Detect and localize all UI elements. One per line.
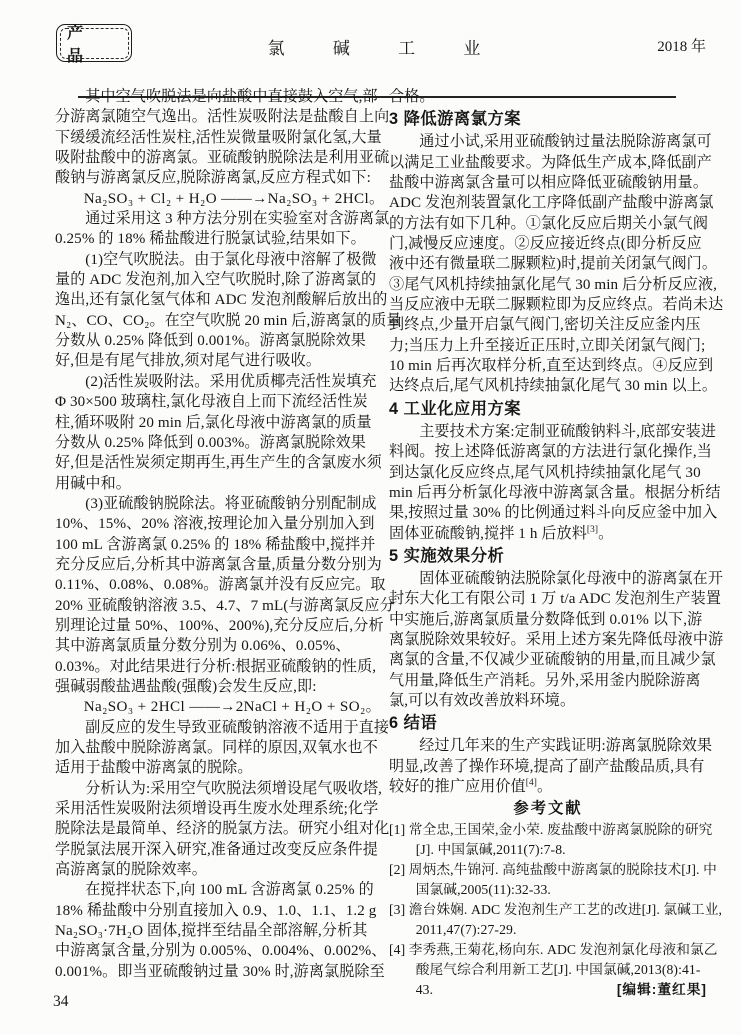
reference-item: [2] 周炳杰,牛锦河. 高纯盐酸中游离氯的脱除技术[J]. 中 [389, 862, 717, 878]
text-line: 逸出,还有氯化氢气体和 ADC 发泡剂酸解后放出的 [55, 292, 388, 309]
text-line: 离氯的含量,不仅减少亚硫酸钠的用量,而且减少氯 [389, 652, 716, 669]
reference-item: 2011,47(7):27-29. [415, 922, 517, 938]
section-heading: 6 结语 [389, 714, 438, 733]
reference-item: [4] 李秀燕,王菊花,杨向东. ADC 发泡剂氯化母液和氯乙 [389, 942, 718, 958]
text-line: 其中游离氯质量分数分别为 0.06%、0.05%、 [55, 638, 351, 655]
citation-superscript: [4] [525, 777, 537, 788]
text-line: 在搅拌状态下,向 100 mL 含游离氯 0.25% 的 [85, 882, 374, 899]
text-line: 10%、15%、20% 溶液,按理论加入量分别加入到 [55, 516, 375, 533]
text-line: (1)空气吹脱法。由于氯化母液中溶解了极微 [85, 251, 377, 268]
text-line: 强碱弱酸盐遇盐酸(强酸)会发生反应,即: [55, 678, 317, 695]
text-line: 到终点,少量开启氯气阀门,密切关注反应釜内压 [389, 317, 701, 334]
text-line: 分析认为:采用空气吹脱法须增设尾气吸收塔, [85, 780, 383, 797]
chemical-equation: Na₂SO₃ + 2HCl ——→2NaCl + H₂O + SO₂。 [83, 699, 382, 716]
text-line: 固体亚硫酸钠法脱除氯化母液中的游离氯在开 [419, 570, 724, 587]
text-line: N₂、CO、CO₂。在空气吹脱 20 min 后,游离氯的质量 [55, 312, 402, 329]
text-line: 的方法有如下几种。①氯化反应后期关小氯气阀 [389, 215, 709, 232]
text-line: 好,但是活性炭须定期再生,再生产生的含氯废水须 [55, 455, 382, 472]
reference-item: 酸尾气综合利用新工艺[J]. 中国氯碱,2013(8):41- [415, 962, 701, 978]
text-line: 下缓缓流经活性炭柱,活性炭微量吸附氯化氢,大量 [55, 129, 382, 146]
text-line: 通过小试,采用亚硫酸钠过量法脱除游离氯可 [419, 134, 712, 151]
text-line: 分数从 0.25% 降低到 0.003%。游离氯脱除效果 [55, 434, 366, 451]
section-heading: 3 降低游离氯方案 [389, 110, 522, 129]
journal-title: 氯 碱 工 业 [267, 39, 503, 58]
reference-text: 43. [415, 982, 434, 998]
article-body [55, 87, 724, 1000]
text-line: 用碱中和。 [55, 475, 131, 492]
left-column [55, 87, 402, 1000]
text-line: (2)活性炭吸附法。采用优质椰壳活性炭填充 [85, 373, 377, 390]
text-line: 较好的推广应用价值[4]。 [389, 777, 553, 795]
text-line: 到达氯化反应终点,尾气风机持续抽氯化尾气 30 [389, 464, 701, 481]
text-line: 100 mL 含游离氯 0.25% 的 18% 稀盐酸中,搅拌并 [55, 536, 376, 553]
stamp-label: 产 品 [67, 25, 94, 65]
text-line: 脱除法是最简单、经济的脱氯方法。研究小组对化 [55, 821, 390, 838]
text-line: 果,按照过量 30% 的比例通过料斗向反应釜中加入 [389, 505, 718, 522]
text-line: 加入盐酸中脱除游离氯。同样的原因,双氧水也不 [55, 740, 378, 756]
text-line: 力;当压力上升至接近正压时,立即关闭氯气阀门; [389, 337, 706, 354]
text-line: 10 min 后再次取样分析,直至达到终点。④反应到 [389, 358, 714, 375]
text-line: 中游离氯含量,分别为 0.005%、0.004%、0.002%、 [55, 943, 387, 960]
text-line: 好,但是有尾气排放,须对尾气进行吸收。 [55, 353, 322, 370]
text-line: 0.03%。对此结果进行分析:根据亚硫酸钠的性质, [55, 658, 377, 675]
text-line: 主要技术方案:定制亚硫酸钠料斗,底部安装进 [419, 423, 717, 440]
page-number: 34 [53, 993, 69, 1010]
text-line: 以满足工业盐酸要求。为降低生产成本,降低副产 [389, 154, 712, 171]
text-line: 固体亚硫酸钠,搅拌 1 h 后放料[3]。 [389, 524, 614, 542]
text-line: ADC 发泡剂装置氯化工序降低副产盐酸中游离氯 [389, 195, 714, 212]
text-line: 门,减慢反应速度。②反应接近终点(即分析反应 [389, 236, 702, 253]
section-heading: 5 实施效果分析 [389, 546, 505, 565]
text-line: 0.11%、0.08%、0.08%。游离氯并没有反应完。取 [55, 577, 386, 594]
editor-credit: [编辑:董红果] [616, 982, 707, 998]
reference-item: 国氯碱,2005(11):32-33. [415, 882, 551, 898]
text-line: 当反应液中无联二脲颗粒即为反应终点。若尚未达 [389, 297, 724, 314]
text-line: 明显,改善了操作环境,提高了副产盐酸品质,具有 [389, 758, 705, 775]
text-line: 高游离氯的脱除效率。 [55, 862, 207, 879]
text-line: 气用量,降低生产消耗。另外,采用釜内脱除游离 [389, 672, 701, 689]
text-line: 达终点后,尾气风机持续抽氯化尾气 30 min 以上。 [389, 378, 718, 395]
text-line: 分数从 0.25% 降低到 0.001%。游离氯脱除效果 [55, 333, 366, 350]
reference-item: [3] 澹台姝娴. ADC 发泡剂生产工艺的改进[J]. 氯碱工业, [389, 902, 723, 918]
text-line: 学脱氯法展开深入研究,准备通过改变反应条件提 [55, 841, 378, 858]
references-title: 参考文献 [513, 800, 583, 818]
text-line: 盐酸中游离氯含量可以相应降低亚硫酸钠用量。 [389, 175, 709, 192]
text-line: 氯,可以有效改善放料环境。 [389, 692, 576, 709]
text-line: 封东大化工有限公司 1 万 t/a ADC 发泡剂生产装置 [389, 591, 722, 608]
text-line: 0.25% 的 18% 稀盐酸进行脱氯试验,结果如下。 [55, 231, 366, 248]
chemical-equation: Na₂SO₃ + Cl₂ + H₂O ——→Na₂SO₃ + 2HCl。 [83, 190, 385, 207]
text-line: 0.001%。即当亚硫酸钠过量 30% 时,游离氯脱除至 [55, 963, 385, 980]
text-line: 18% 稀盐酸中分别直接加入 0.9、1.0、1.1、1.2 g [55, 902, 377, 919]
text-line: 别理论过量 50%、100%、200%),充分反应后,分析 [55, 617, 384, 634]
section-heading: 4 工业化应用方案 [389, 399, 522, 418]
text-line: ③尾气风机持续抽氯化尾气 30 min 后分析反应液, [389, 276, 718, 293]
page-header [40, 22, 708, 70]
text-line: (3)亚硫酸钠脱除法。将亚硫酸钠分别配制成 [85, 495, 377, 512]
text-line: 通过采用这 3 种方法分别在实验室对含游离氯 [85, 211, 390, 228]
text-line: 液中还有微量联二脲颗粒)时,提前关闭氯气阀门。 [389, 256, 718, 273]
text-line: 副反应的发生导致亚硫酸钠溶液不适用于直接 [85, 719, 390, 736]
text-line: min 后再分析氯化母液中游离氯含量。根据分析结 [389, 484, 721, 501]
text-line: Na₂SO₃·7H₂O 固体,搅拌至结晶全部溶解,分析其 [55, 923, 368, 940]
citation-superscript: [3] [586, 524, 599, 535]
text-line: 20% 亚硫酸钠溶液 3.5、4.7、7 mL(与游离氯反应分 [55, 597, 395, 614]
text-line: 中实施后,游离氯质量分数降低到 0.01% 以下,游 [389, 611, 703, 628]
right-column [389, 87, 724, 1000]
text-line: Φ 30×500 玻璃柱,氯化母液自上而下流经活性炭 [55, 394, 368, 411]
year-label: 2018 年 [657, 39, 706, 55]
text-line: 分游离氯随空气逸出。活性炭吸附法是盐酸自上向 [55, 109, 390, 126]
text-line: 采用活性炭吸附法须增设再生废水处理系统;化学 [55, 801, 379, 818]
text-line: 酸钠与游离氯反应,脱除游离氯,反应方程式如下: [55, 170, 371, 187]
text-line: 充分反应后,分析其中游离氯含量,质量分数分别为 [55, 556, 382, 573]
reference-item: [J]. 中国氯碱,2011(7):7-8. [415, 842, 566, 858]
reference-item [389, 980, 707, 1000]
text-line: 料阀。按上述降低游离氯的方法进行氯化操作,当 [389, 444, 712, 461]
reference-item: [1] 常全忠,王国荣,金小荣. 废盐酸中游离氯脱除的研究 [389, 822, 713, 838]
text-line: 经过几年来的生产实践证明:游离氯脱除效果 [419, 738, 713, 755]
text-line: 柱,循环吸附 20 min 后,氯化母液中游离氯的质量 [55, 414, 372, 431]
text-line: 合格。 [389, 89, 435, 105]
text-line: 吸附盐酸中的游离氯。亚硫酸钠脱除法是利用亚硫 [55, 150, 390, 167]
text-line: 离氯脱除效果较好。采用上述方案先降低母液中游 [389, 631, 724, 648]
text-line: 量的 ADC 发泡剂,加入空气吹脱时,除了游离氯的 [55, 272, 377, 289]
text-line: 其中空气吹脱法是向盐酸中直接鼓入空气,部 [85, 89, 378, 105]
text-line: 适用于盐酸中游离氯的脱除。 [55, 760, 253, 777]
